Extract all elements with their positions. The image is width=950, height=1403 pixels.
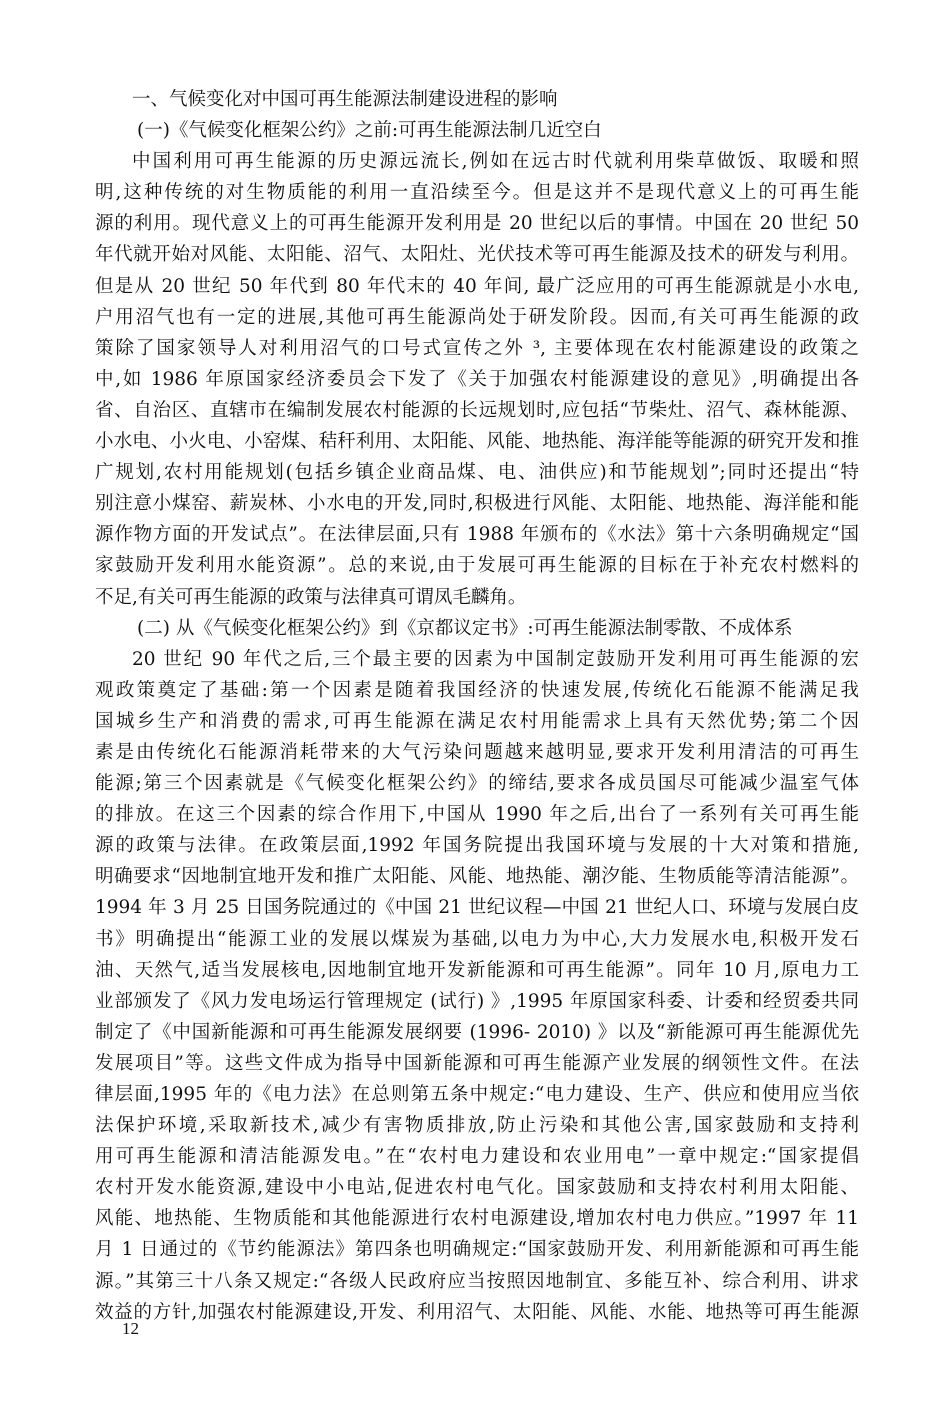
text-line: 年代就开始对风能、太阳能、沼气、太阳灶、光伏技术等可再生能源及技术的研发与利用。 [95, 244, 859, 266]
text-line: 中,如 1986 年原国家经济委员会下发了《关于加强农村能源建设的意见》,明确提出各 [95, 368, 859, 390]
text-line: 别注意小煤窑、薪炭林、小水电的开发,同时,积极进行风能、太阳能、地热能、海洋能和能 [95, 493, 859, 515]
section-1-paragraph [95, 146, 859, 612]
article-body [95, 84, 859, 1328]
text-line: 观政策奠定了基础:第一个因素是随着我国经济的快速发展,传统化石能源不能满足我 [95, 679, 859, 701]
text-line: 书》明确提出“能源工业的发展以煤炭为基础,以电力为中心,大力发展水电,积极开发石 [95, 928, 859, 950]
text-line: 但是从 20 世纪 50 年代到 80 年代末的 40 年间, 最广泛应用的可再生能源就是小水电, [95, 275, 859, 297]
text-line: 策除了国家领导人对利用沼气的口号式宣传之外 ³, 主要体现在农村能源建设的政策之 [95, 337, 859, 359]
text-line: 国城乡生产和消费的需求,可再生能源在满足农村用能需求上具有天然优势;第二个因 [95, 710, 859, 732]
text-line: 风能、地热能、生物质能和其他能源进行农村电源建设,增加农村电力供应。”1997 年 11 [95, 1208, 859, 1230]
text-line: 效益的方针,加强农村能源建设,开发、利用沼气、太阳能、风能、水能、地热等可再生能源 [95, 1301, 859, 1323]
text-line: 月 1 日通过的《节约能源法》第四条也明确规定:“国家鼓励开发、利用新能源和可再生能 [95, 1239, 859, 1261]
text-line: 源的利用。现代意义上的可再生能源开发利用是 20 世纪以后的事情。中国在 20 世纪 50 [95, 213, 859, 235]
text-line: 制定了《中国新能源和可再生能源发展纲要 (1996- 2010) 》以及“新能源可再生能源优先 [95, 1021, 859, 1043]
text-line: 明确要求“因地制宜地开发和推广太阳能、风能、地热能、潮汐能、生物质能等清洁能源”。 [95, 866, 859, 888]
subsection-title-2: (二) 从《气候变化框架公约》到《京都议定书》:可再生能源法制零散、不成体系 [137, 617, 793, 639]
text-line: 广规划,农村用能规划(包括乡镇企业商品煤、电、油供应)和节能规划”;同时还提出“特 [95, 462, 859, 484]
subsection-title-1: (一)《气候变化框架公约》之前:可再生能源法制几近空白 [137, 120, 602, 142]
text-line: 素是由传统化石能源消耗带来的大气污染问题越来越明显,要求开发利用清洁的可再生 [95, 741, 859, 763]
text-line: 不足,有关可再生能源的政策与法律真可谓凤毛麟角。 [95, 586, 527, 608]
text-line: 能源;第三个因素就是《气候变化框架公约》的缔结,要求各成员国尽可能减少温室气体 [95, 773, 859, 795]
text-line: 源作物方面的开发试点”。在法律层面,只有 1988 年颁布的《水法》第十六条明确规定“国 [95, 524, 859, 546]
section-heading: 一、气候变化对中国可再生能源法制建设进程的影响 [132, 89, 558, 110]
text-line: 户用沼气也有一定的进展,其他可再生能源尚处于研发阶段。因而,有关可再生能源的政 [95, 306, 859, 328]
text-line: 用可再生能源和清洁能源发电。”在“农村电力建设和农业用电”一章中规定:“国家提倡 [95, 1146, 859, 1168]
text-line: 法保护环境,采取新技术,减少有害物质排放,防止污染和其他公害,国家鼓励和支持利 [95, 1115, 859, 1137]
text-line: 农村开发水能资源,建设中小电站,促进农村电气化。国家鼓励和支持农村利用太阳能、 [95, 1177, 859, 1199]
section-2-paragraph [95, 644, 859, 1328]
page-number: 12 [122, 1319, 139, 1338]
text-line: 20 世纪 90 年代之后,三个最主要的因素为中国制定鼓励开发利用可再生能源的宏 [132, 648, 859, 670]
text-line: 源的政策与法律。在政策层面,1992 年国务院提出我国环境与发展的十大对策和措施, [95, 835, 859, 857]
text-line: 的排放。在这三个因素的综合作用下,中国从 1990 年之后,出台了一系列有关可再生能 [95, 804, 859, 826]
text-line: 律层面,1995 年的《电力法》在总则第五条中规定:“电力建设、生产、供应和使用应当依 [95, 1084, 859, 1105]
text-line: 省、自治区、直辖市在编制发展农村能源的长远规划时,应包括“节柴灶、沼气、森林能源、 [95, 399, 859, 421]
text-line: 中国利用可再生能源的历史源远流长,例如在远古时代就利用柴草做饭、取暖和照 [132, 151, 859, 173]
text-line: 发展项目”等。这些文件成为指导中国新能源和可再生能源产业发展的纲领性文件。在法 [95, 1052, 859, 1074]
text-line: 小水电、小火电、小窑煤、秸秆利用、太阳能、风能、地热能、海洋能等能源的研究开发和推 [95, 431, 859, 453]
text-line: 业部颁发了《风力发电场运行管理规定 (试行) 》,1995 年原国家科委、计委和经贸委共同 [95, 990, 859, 1012]
text-line: 油、天然气,适当发展核电,因地制宜地开发新能源和可再生能源”。同年 10 月,原电力工 [95, 959, 859, 981]
text-line: 明,这种传统的对生物质能的利用一直沿续至今。但是这并不是现代意义上的可再生能 [95, 182, 859, 204]
text-line: 家鼓励开发利用水能资源”。总的来说,由于发展可再生能源的目标在于补充农村燃料的 [95, 555, 859, 577]
text-line: 1994 年 3 月 25 日国务院通过的《中国 21 世纪议程—中国 21 世纪人口、环境与发展白皮 [95, 897, 859, 919]
text-line: 源。”其第三十八条又规定:“各级人民政府应当按照因地制宜、多能互补、综合利用、讲求 [95, 1270, 859, 1292]
